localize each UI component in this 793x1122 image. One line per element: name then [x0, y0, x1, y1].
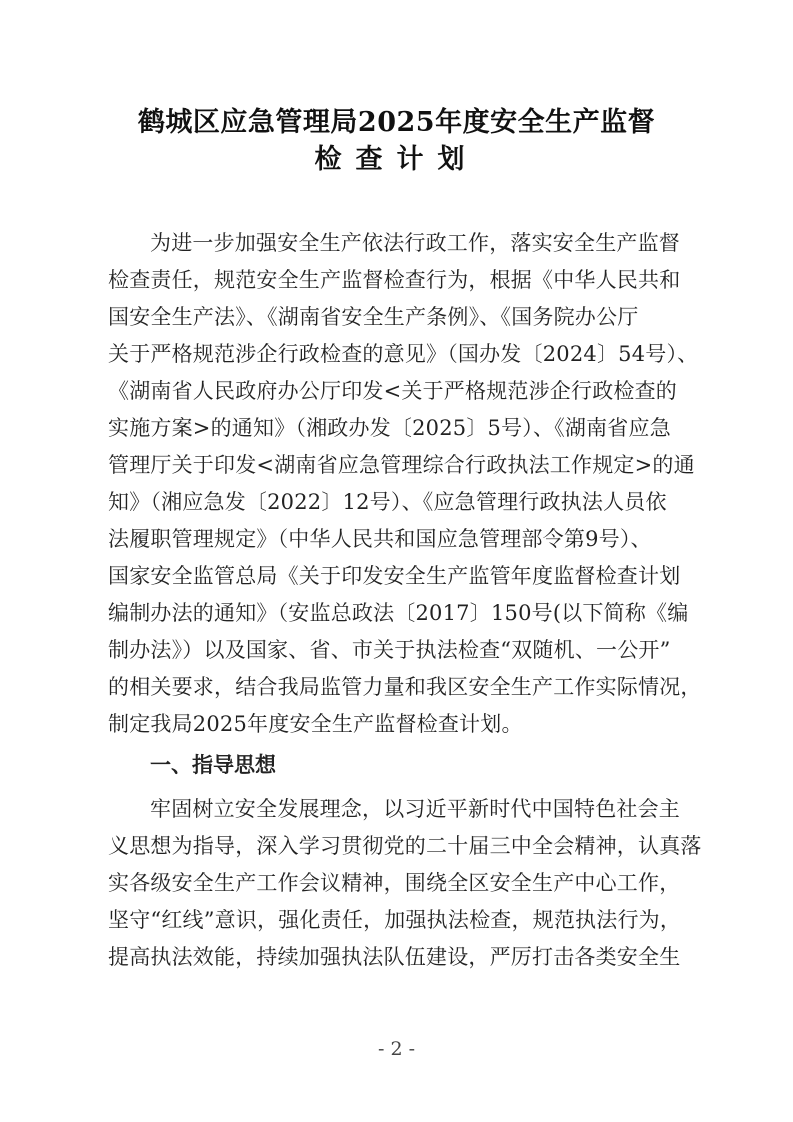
intro-line: 法履职管理规定》（中华人民共和国应急管理部令第9号）、 [108, 527, 652, 551]
document-title-line-2: 检查计划 [314, 144, 479, 175]
section-1-line: 提高执法效能，持续加强执法队伍建设，严厉打击各类安全生 [108, 945, 681, 969]
intro-line: 制办法》）以及国家、省、市关于执法检查“双随机、一公开” [108, 638, 671, 662]
intro-line: 管理厅关于印发<湖南省应急管理综合行政执法工作规定>的通 [108, 453, 695, 477]
intro-line: 的相关要求，结合我局监管力量和我区安全生产工作实际情况， [108, 675, 702, 699]
intro-line: 关于严格规范涉企行政检查的意见》（国办发〔2024〕54号）、 [108, 342, 699, 366]
intro-line: 国安全生产法》、《湖南省安全生产条例》、《国务院办公厅 [108, 305, 639, 329]
document-title-line-1: 鹤城区应急管理局2025年度安全生产监督 [137, 107, 656, 138]
intro-line: 制定我局2025年度安全生产监督检查计划。 [108, 712, 523, 736]
intro-line: 编制办法的通知》（安监总政法〔2017〕150号(以下简称《编 [108, 601, 689, 625]
intro-line: 国家安全监管总局《关于印发安全生产监管年度监督检查计划 [108, 564, 681, 588]
section-1-line: 义思想为指导，深入学习贯彻党的二十届三中全会精神，认真落 [108, 834, 702, 858]
section-heading-guiding-ideology: 一、指导思想 [150, 753, 276, 777]
section-1-line: 实各级安全生产工作会议精神，围绕全区安全生产中心工作， [108, 871, 681, 895]
section-1-line: 坚守“红线”意识，强化责任，加强执法检查，规范执法行为， [108, 908, 682, 932]
intro-line: 检查责任，规范安全生产监督检查行为，根据《中华人民共和 [108, 268, 681, 292]
page-number: - 2 - [377, 1038, 415, 1060]
intro-line: 《湖南省人民政府办公厅印发<关于严格规范涉企行政检查的 [108, 379, 677, 403]
section-1-line: 牢固树立安全发展理念，以习近平新时代中国特色社会主 [150, 797, 680, 821]
intro-line: 为进一步加强安全生产依法行政工作，落实安全生产监督 [150, 231, 680, 255]
intro-line: 实施方案>的通知》（湘政办发〔2025〕5号）、《湖南省应急 [108, 416, 671, 440]
intro-line: 知》（湘应急发〔2022〕12号）、《应急管理行政执法人员依 [108, 490, 667, 514]
